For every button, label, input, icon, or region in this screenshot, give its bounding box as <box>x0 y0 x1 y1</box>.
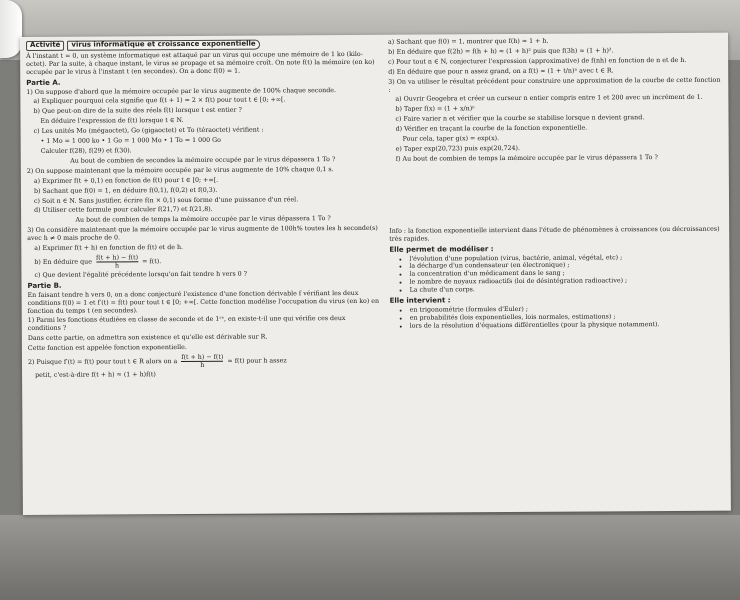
right-c: c) Pour tout n ∈ N, conjecturer l'expression (approximative) de f(nh) en fonction de n et de h. <box>388 56 687 66</box>
part-a-title: Partie A. <box>26 78 61 87</box>
part-b-q1: 1) Parmi les fonctions étudiées en classe de seconde et de 1ʳᵉ, en existe-t-il une qui vérifie ces deux conditions ? <box>27 315 346 333</box>
right-q3f: f) Au bout de combien de temps la mémoire occupée par le virus dépassera 1 To ? <box>395 153 658 163</box>
part-b-intro: En faisant tendre h vers 0, on a donc conjecturé l'existence d'une fonction dérivable f vérifiant les deux conditions f(0) = 1 et f′(t) = f(t) pour tout t ∈ [0; +∞[. Cette fonction modélise l'occupation du virus (en ko) en fonction du temps t (en secondes). <box>27 289 380 315</box>
units-line: • 1 Mo = 1 000 ko • 1 Go = 1 000 Mo • 1 To = 1 000 Go <box>40 136 221 145</box>
q3b-fraction <box>96 254 138 269</box>
right-q3e: e) Taper exp(20,723) puis exp(20,724). <box>395 144 520 153</box>
q3b-prefix: b) En déduire que <box>34 258 92 266</box>
q2-denominator: h <box>200 361 205 369</box>
part-a-q1c-compute: Calculer f(28), f(29) et f(30). <box>40 147 132 155</box>
model-list <box>389 253 723 295</box>
part-a-q2b: b) Sachant que f(0) = 1, en déduire f(0,1), f(0,2) et f(0,3). <box>33 186 218 195</box>
part-a-q3: 3) On considère maintenant que la mémoire occupée par le virus augmente de 100h% toutes les h seconde(s) avec h ≠ 0 mais proche de 0. <box>27 225 378 243</box>
right-q3b: b) Taper f(x) = (1 + x/n)ⁿ <box>395 105 475 114</box>
part-a-q2d-question: Au bout de combien de temps la mémoire occupée par le virus dépassera 1 To ? <box>75 215 331 224</box>
list-item: • en probabilités (lois exponentielles, lois normales, estimations) ; <box>410 313 724 323</box>
list-item: • La chute d'un corps. <box>410 285 724 295</box>
part-a-q1c-question: Au bout de combien de secondes la mémoire occupée par le virus dépassera 1 To ? <box>70 155 336 165</box>
part-b-q2-line2: petit, c'est-à-dire f(t + h) ≈ (1 + h)f(t) <box>35 371 156 380</box>
part-a-q2c: c) Soit n ∈ N. Sans justifier, écrire f(n × 0,1) sous forme d'une puissance d'un réel. <box>33 195 299 205</box>
q2-prefix: 2) Puisque f′(t) = f(t) pour tout t ∈ R alors on a <box>27 358 178 367</box>
part-b-admit: Dans cette partie, on admettra son existence et qu'elle est dérivable sur R. <box>27 333 268 343</box>
right-q3d-type: Pour cela, taper g(x) = exp(x). <box>402 135 500 143</box>
part-b-title: Partie B. <box>27 281 62 290</box>
left-column <box>26 39 380 382</box>
right-column <box>388 37 724 333</box>
list-item: • la décharge d'un condensateur (en électronique) ; <box>409 261 723 271</box>
q3b-suffix: = f(t). <box>142 258 162 266</box>
right-q3: 3) On va utiliser le résultat précédent pour construire une approximation de la courbe de cette fonction : <box>388 76 721 94</box>
q3b-numerator: f(t + h) − f(t) <box>95 254 139 262</box>
desk-background-bottom <box>0 515 740 600</box>
right-d: d) En déduire que pour n assez grand, on a f(t) ≈ (1 + t/n)ⁿ avec t ∈ R. <box>388 67 614 76</box>
q2-numerator: f(t + h) − f(t) <box>181 353 224 362</box>
part-a-q1b: b) Que peut-on dire de la suite des réels f(t) lorsque t est entier ? <box>33 106 242 116</box>
activity-tag: Activité <box>26 41 64 51</box>
q2-fraction <box>181 354 223 369</box>
part-a-q2: 2) On suppose maintenant que la mémoire occupée par le virus augmente de 10% chaque 0,1 s. <box>26 165 334 175</box>
part-a-q2a: a) Exprimer f(t + 0,1) en fonction de f(t) pour t ∈ [0; +∞[. <box>33 176 219 185</box>
right-q3a: a) Ouvrir Geogebra et créer un curseur n entier compris entre 1 et 200 avec un incrément de 1. <box>395 94 703 104</box>
part-a-q1b-deduce: En déduire l'expression de f(t) lorsque t ∈ N. <box>40 117 184 126</box>
header-line <box>26 39 378 51</box>
list-item: • la concentration d'un médicament dans le sang ; <box>409 269 723 279</box>
list-item: • en trigonométrie (formules d'Euler) ; <box>410 305 724 315</box>
interv-title: Elle intervient : <box>389 296 451 305</box>
right-q3c: c) Faire varier n et vérifier que la courbe se stabilise lorsque n devient grand. <box>395 114 645 123</box>
part-a-q1c: c) Les unités Mo (mégaoctet), Go (gigaoctet) et To (téraoctet) vérifient : <box>33 126 264 136</box>
part-a-q3c: c) Que devient l'égalité précédente lorsqu'on fait tendre h vers 0 ? <box>34 270 248 279</box>
worksheet-page <box>20 33 731 515</box>
list-item: • le nombre de noyaux radioactifs (loi de désintégration radioactive) ; <box>409 277 723 287</box>
interv-list <box>390 305 724 331</box>
part-a-q1: 1) On suppose d'abord que la mémoire occupée par le virus augmente de 100% chaque seconde. <box>26 86 336 96</box>
right-q3d: d) Vérifier en traçant la courbe de la fonction exponentielle. <box>395 124 588 133</box>
part-b-named: Cette fonction est appelée fonction exponentielle. <box>27 344 187 353</box>
right-b: b) En déduire que f(2h) = f(h + h) ≈ (1 + h)² puis que f(3h) ≈ (1 + h)³. <box>388 47 614 56</box>
part-b-q2 <box>28 353 380 370</box>
right-spacer <box>389 163 723 227</box>
right-a: a) Sachant que f(0) = 1, montrer que f(h) ≈ 1 + h. <box>388 37 549 46</box>
q3b-denominator: h <box>115 262 120 270</box>
model-title: Elle permet de modéliser : <box>389 244 494 254</box>
part-a-q3a: a) Exprimer f(t + h) en fonction de f(t) et de h. <box>34 244 184 252</box>
info-note: Info : la fonction exponentielle intervient dans l'étude de phénomènes à croissances (ou décroissances) très rapides. <box>389 225 720 243</box>
part-a-q3b <box>27 253 379 270</box>
list-item: • lors de la résolution d'équations différentielles (pour la physique notamment). <box>410 320 724 330</box>
part-a-q2d: d) Utiliser cette formule pour calculer f(21,7) et f(21,8). <box>34 206 213 215</box>
list-item: • l'évolution d'une population (virus, bactérie, animal, végétal, etc) ; <box>409 253 723 263</box>
part-a-q1a: a) Expliquer pourquoi cela signifie que f(t + 1) = 2 × f(t) pour tout t ∈ [0; +∞[. <box>33 96 286 106</box>
activity-title: virus informatique et croissance exponentielle <box>67 40 259 51</box>
intro-text: À l'instant t = 0, un système informatique est attaqué par un virus qui occupe une mémoire de 1 ko (kilo-octet). Par la suite, à chaque instant, le virus se propage et sa mémoire croît. On note f(t) la mémoire (en ko) occupée par le virus à l'instant t (en secondes). On a donc f(0) = 1. <box>26 50 375 76</box>
cable-object <box>0 0 22 58</box>
q2-suffix: ≈ f(t) pour h assez <box>227 357 287 365</box>
